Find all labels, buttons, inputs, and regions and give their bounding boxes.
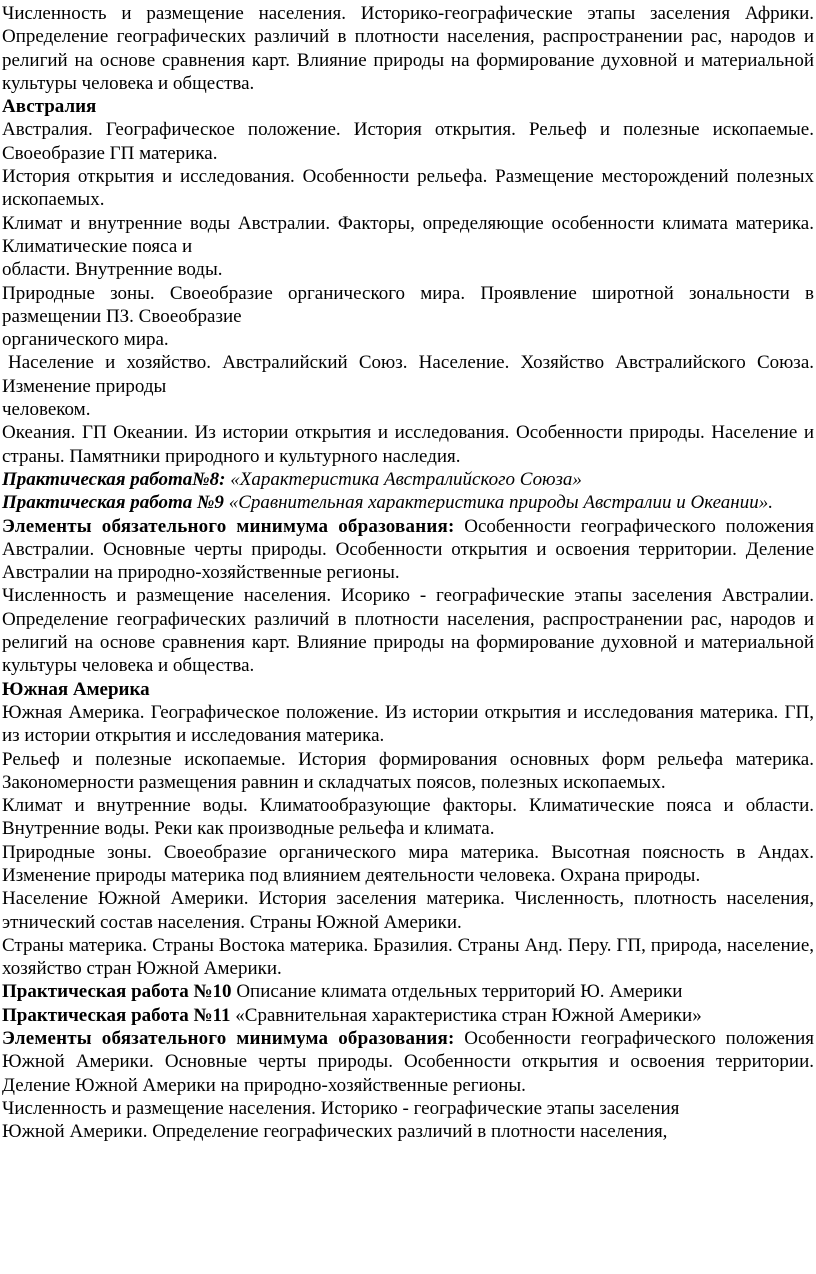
paragraph-au-4-cont: органического мира. (2, 329, 169, 351)
practical-work-8 (2, 468, 814, 491)
practical-work-8-label: Практическая работа№8: (2, 468, 226, 490)
heading-australia: Австралия (2, 96, 97, 118)
practical-work-11 (2, 1004, 814, 1027)
minimum-elements-label: Элементы обязательного минимума образования: (2, 1028, 455, 1050)
minimum-elements-south-america (2, 1027, 814, 1097)
heading-south-america: Южная Америка (2, 678, 150, 700)
paragraph-au-3-cont: области. Внутренние воды. (2, 259, 223, 281)
practical-work-9 (2, 491, 814, 514)
practical-work-10 (2, 980, 814, 1003)
minimum-elements-label: Элементы обязательного минимума образования: (2, 515, 455, 537)
paragraph-au-4: Природные зоны. Своеобразие органического мира. Проявление широтной зональности в размещении ПЗ. Своеобразие (2, 282, 814, 327)
practical-work-9-label: Практическая работа №9 (2, 492, 224, 514)
practical-work-9-title: «Сравнительная характеристика природы Австралии и Океании». (223, 492, 773, 514)
practical-work-8-title: «Характеристика Австралийского Союза» (225, 468, 582, 490)
practical-work-10-title: Описание климата отдельных территорий Ю. Америки (231, 981, 683, 1003)
paragraph-sa-4: Природные зоны. Своеобразие органического мира материка. Высотная поясность в Андах. Изменение природы материка под влиянием деятельности человека. Охрана природы. (2, 841, 814, 886)
paragraph-sa-7-cont: Южной Америки. Определение географических различий в плотности населения, (2, 1121, 668, 1143)
paragraph-au-2: История открытия и исследования. Особенности рельефа. Размещение месторождений полезных ископаемых. (2, 166, 814, 211)
paragraph-au-3: Климат и внутренние воды Австралии. Факторы, определяющие особенности климата материка. Климатические пояса и (2, 212, 814, 257)
paragraph-sa-2: Рельеф и полезные ископаемые. История формирования основных форм рельефа материка. Закономерности размещения равнин и складчатых поясов, полезных ископаемых. (2, 748, 814, 793)
paragraph-sa-5: Население Южной Америки. История заселения материка. Численность, плотность населения, этнический состав населения. Страны Южной Америки. (2, 888, 814, 933)
paragraph-sa-1: Южная Америка. Географическое положение. Из истории открытия и исследования материка. ГП, из истории открытия и исследования материка. (2, 701, 814, 747)
paragraph-au-5: Население и хозяйство. Австралийский Союз. Население. Хозяйство Австралийского Союза. Изменение природы (2, 352, 814, 397)
minimum-elements-australia (2, 515, 814, 585)
paragraph-au-7: Численность и размещение населения. Исорико - географические этапы заселения Австралии. Определение географических различий в плотности населения, распространении рас, народов и религий на основе сравнения карт. Влияние природы на формирование духовной и материальной культуры человека и общества. (2, 585, 814, 677)
practical-work-11-title: «Сравнительная характеристика стран Южной Америки» (230, 1004, 702, 1026)
minimum-elements-text: Особенности географического положения Австралии. Основные черты природы. Особенности открытия и освоения территории. Деление Австралии на природно-хозяйственные регионы. (2, 515, 814, 584)
practical-work-10-label: Практическая работа №10 (2, 981, 232, 1003)
practical-work-11-label: Практическая работа №11 (2, 1004, 231, 1026)
minimum-elements-text: Особенности географического положения Южной Америки. Основные черты природы. Особенности открытия и освоения территории. Деление Южной Америки на природно-хозяйственные регионы. (2, 1028, 814, 1096)
paragraph-intro: Численность и размещение населения. Историко-географические этапы заселения Африки. Определение географических различий в плотности населения, распространении рас, народов и религий на основе сравнения карт. Влияние природы на формирование духовной и материальной культуры человека и общества. (2, 3, 814, 94)
paragraph-sa-7: Численность и размещение населения. Историко - географические этапы заселения (2, 1097, 680, 1119)
paragraph-sa-6: Страны материка. Страны Востока материка. Бразилия. Страны Анд. Перу. ГП, природа, население, хозяйство стран Южной Америки. (2, 934, 814, 980)
paragraph-au-6: Океания. ГП Океании. Из истории открытия и исследования. Особенности природы. Население и страны. Памятники природного и культурного наследия. (2, 422, 814, 467)
paragraph-au-1: Австралия. Географическое положение. История открытия. Рельеф и полезные ископаемые. Своеобразие ГП материка. (2, 119, 814, 164)
paragraph-sa-3: Климат и внутренние воды. Климатообразующие факторы. Климатические пояса и области. Внутренние воды. Реки как производные рельефа и климата. (2, 795, 814, 840)
paragraph-au-5-cont: человеком. (2, 399, 91, 421)
